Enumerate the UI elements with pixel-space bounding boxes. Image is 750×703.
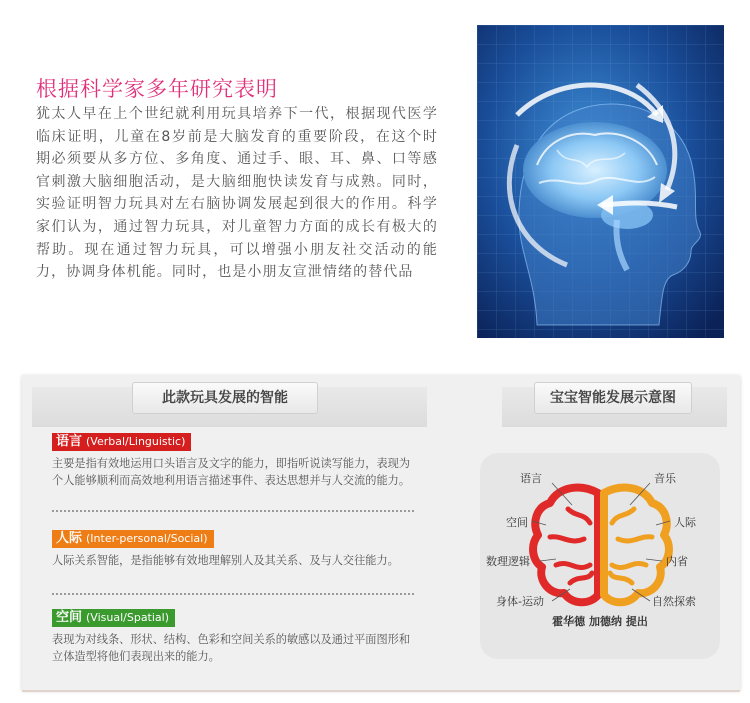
- diagram-label-musical: 音乐: [654, 472, 676, 485]
- category-name-zh: 语言: [56, 434, 83, 449]
- intro-paragraph: 犹太人早在上个世纪就利用玩具培养下一代，根据现代医学临床证明，儿童在8岁前是大脑发育的重要阶段，在这个时期必须要从多方位、多角度、通过手、眼、耳、鼻、口等感官刺激大脑细胞活动，是大脑细胞快读发育与成熟。同时，实验证明智力玩具对左右脑协调发展起到很大的作用。科学家们认为，通过智力玩具，对儿童智力方面的成长有极大的帮助。现在通过智力玩具，可以增强小朋友社交活动的能力，协调身体机能。同时，也是小朋友宣泄情绪的替代品: [36, 106, 438, 281]
- category-tag-verbal: [52, 433, 191, 451]
- right-hemisphere-icon: [604, 488, 669, 603]
- category-description: 人际关系智能，是指能够有效地理解别人及其关系、及与人交往能力。: [52, 554, 399, 567]
- category-name-en: (Verbal/Linguistic): [86, 435, 186, 448]
- right-heading: 宝宝智能发展示意图: [534, 382, 692, 414]
- category-description: 主要是指有效地运用口头语言及文字的能力，即指听说读写能力，表现为个人能够顺利而高效地利用语言描述事件、表达思想并与人交流的能力。: [52, 457, 411, 487]
- panel-bottom-border: [22, 690, 740, 692]
- section-verbal: [52, 430, 412, 489]
- left-hemisphere-icon: [533, 488, 598, 603]
- section-spatial: [52, 606, 412, 665]
- category-name-en: (Inter-personal/Social): [86, 532, 208, 545]
- intro-title: 根据科学家多年研究表明: [36, 77, 278, 101]
- section-interpersonal: [52, 527, 412, 569]
- category-tag-spatial: [52, 609, 175, 627]
- divider: [52, 593, 414, 595]
- divider: [52, 510, 414, 512]
- diagram-label-verbal: 语言: [520, 472, 542, 485]
- category-tag-interpersonal: [52, 530, 214, 548]
- diagram-label-naturalist: 自然探索: [652, 595, 696, 608]
- diagram-label-spatial: 空间: [506, 516, 528, 529]
- category-name-zh: 人际: [56, 531, 83, 546]
- diagram-label-logical: 数理逻辑: [486, 555, 530, 568]
- intelligence-panel: [22, 375, 740, 690]
- brain-illustration: [477, 25, 724, 338]
- diagram-caption: 霍华德 加德纳 提出: [552, 615, 648, 628]
- diagram-label-interpersonal: 人际: [674, 516, 696, 529]
- diagram-label-intrapersonal: 内省: [666, 555, 688, 568]
- category-description: 表现为对线条、形状、结构、色彩和空间关系的敏感以及通过平面图形和立体造型将他们表现出来的能力。: [52, 633, 411, 663]
- diagram-label-bodily: 身体-运动: [496, 595, 544, 608]
- category-name-en: (Visual/Spatial): [86, 611, 170, 624]
- category-name-zh: 空间: [56, 610, 83, 625]
- multiple-intelligences-diagram: [480, 453, 720, 659]
- left-heading: 此款玩具发展的智能: [132, 382, 318, 414]
